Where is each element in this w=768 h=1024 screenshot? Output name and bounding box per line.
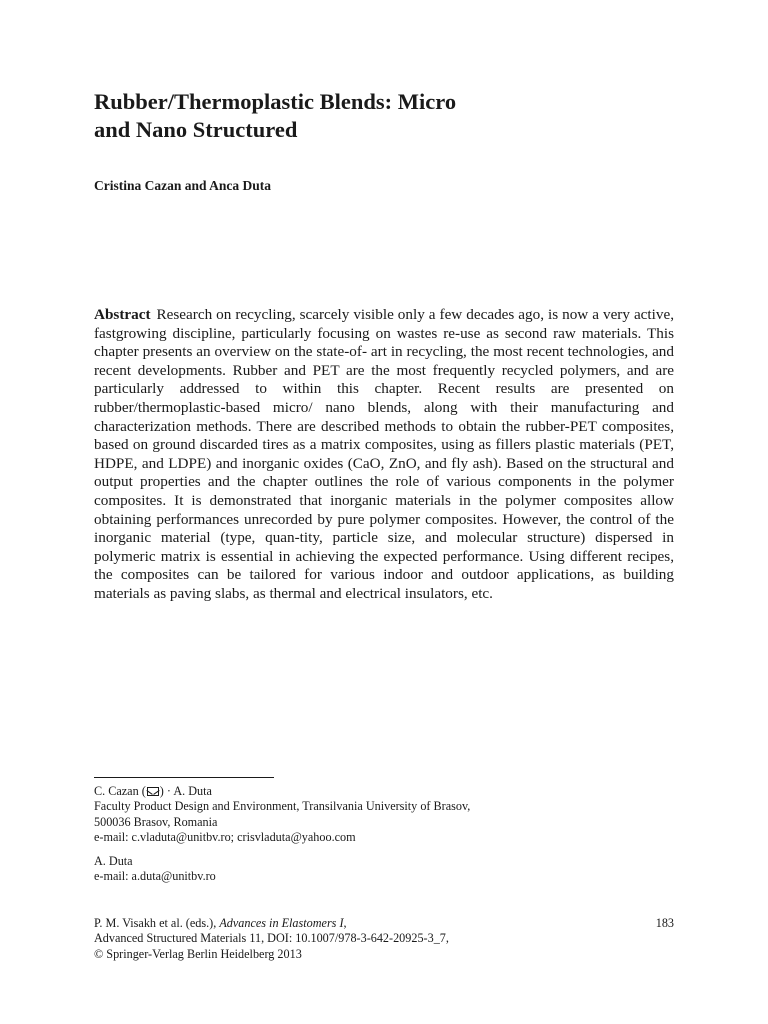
book-title: Advances in Elastomers I: [219, 916, 344, 930]
chapter-title-line-2: and Nano Structured: [94, 117, 298, 142]
second-author-line: A. Duta: [94, 853, 133, 868]
author-affiliations: [94, 784, 694, 884]
author-list: Cristina Cazan and Anca Duta: [94, 178, 272, 193]
corresponding-author-line: C. Cazan ( ) · A. Duta: [94, 784, 212, 798]
chapter-title-line-1: Rubber/Thermoplastic Blends: Micro: [94, 89, 457, 114]
affiliation-spacer: [94, 846, 694, 854]
page-number: 183: [655, 916, 674, 930]
book-citation-line: P. M. Visakh et al. (eds.), Advances in Elastomers I,: [94, 916, 347, 930]
affiliation-line: Faculty Product Design and Environment, Transilvania University of Brasov,: [94, 799, 471, 814]
abstract-label: Abstract: [94, 306, 151, 323]
chapter-title: [94, 88, 694, 144]
copyright-line: © Springer-Verlag Berlin Heidelberg 2013: [94, 946, 302, 961]
email-line-2: e-mail: a.duta@unitbv.ro: [94, 869, 216, 884]
envelope-icon: [147, 787, 159, 796]
footnote-divider: [94, 777, 274, 778]
abstract-paragraph: [94, 306, 674, 604]
abstract-text: Research on recycling, scarcely visible only a few decades ago, is now a very active, fastgrowing discipline, particularly focusing on wastes re-use as second raw materials. This chapter presents an overview on the state-of- art in recycling, the most recent technologies, and recent developments. Rubber and PET are the most frequently recycled polymers, and are particularly addressed to within this chapter. Recent results are presented on rubber/thermoplastic-based micro/ nano blends, along with their manufacturing and characterization methods. There are described methods to obtain the rubber-PET composites, based on ground discarded tires as a matrix composites, using as fillers plastic materials (PET, HDPE, and LDPE) and inorganic oxides (CaO, ZnO, and fly ash). Based on the structural and output properties and the chapter outlines the role of various components in the polymer composites. It is demonstrated that inorganic materials in the polymer composites allow obtaining performances unrecorded by pure polymer composites. However, the control of the inorganic material (type, quan-tity, particle size, and molecular structure) dispersed in polymeric matrix is essential in achieving the expected performance. Using different recipes, the composites can be tailored for various indoor and outdoor applications, as building materials as paving slabs, as thermal and electrical insulators, etc.: [94, 306, 674, 602]
email-line-1: e-mail: c.vladuta@unitbv.ro; crisvladuta@yahoo.com: [94, 830, 356, 845]
address-line: 500036 Brasov, Romania: [94, 814, 218, 829]
series-doi-line: Advanced Structured Materials 11, DOI: 10.1007/978-3-642-20925-3_7,: [94, 931, 449, 946]
